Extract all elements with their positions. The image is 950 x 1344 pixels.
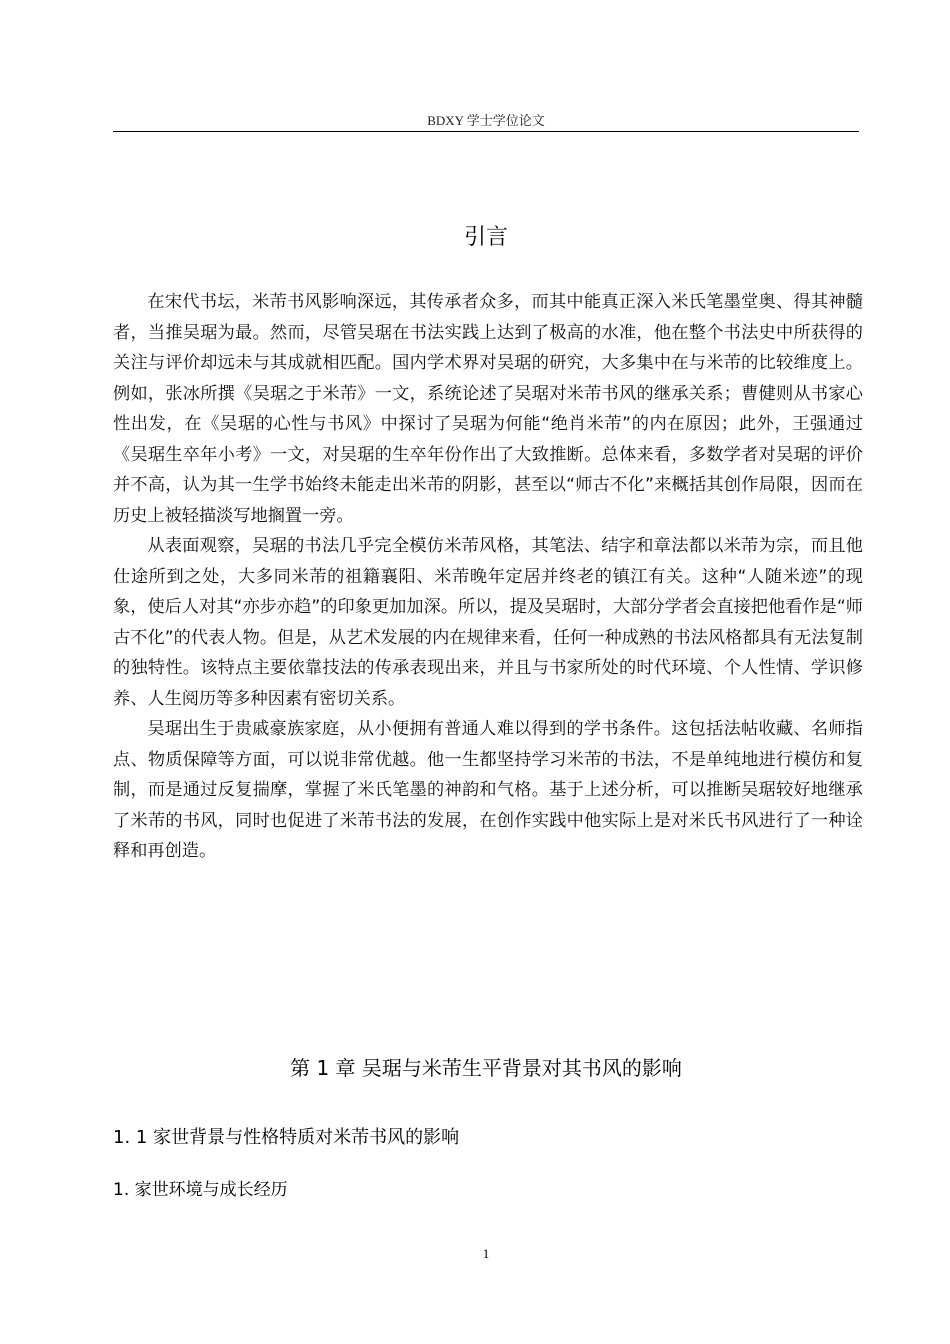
- intro-body: [113, 287, 863, 867]
- intro-paragraph-3: 吴琚出生于贵戚豪族家庭，从小便拥有普通人难以得到的学书条件。这包括法帖收藏、名师指点、物质保障等方面，可以说非常优越。他一生都坚持学习米芾的书法，不是单纯地进行模仿和复制，而是通过反复揣摩，掌握了米氏笔墨的神韵和气格。基于上述分析，可以推断吴琚较好地继承了米芾的书风，同时也促进了米芾书法的发展，在创作实践中他实际上是对米氏书风进行了一种诠释和再创造。: [113, 719, 863, 861]
- header-divider: [113, 131, 859, 132]
- intro-paragraph-1: 在宋代书坛，米芾书风影响深远，其传承者众多，而其中能真正深入米氏笔墨堂奥、得其神髓者，当推吴琚为最。然而，尽管吴琚在书法实践上达到了极高的水准，他在整个书法史中所获得的关注与评价却远未与其成就相匹配。国内学术界对吴琚的研究，大多集中在与米芾的比较维度上。例如，张冰所撰《吴琚之于米芾》一文，系统论述了吴琚对米芾书风的继承关系；曹健则从书家心性出发，在《吴琚的心性与书风》中探讨了吴琚为何能“绝肖米芾”的内在原因；此外，王强通过《吴琚生卒年小考》一文，对吴琚的生卒年份作出了大致推断。总体来看，多数学者对吴琚的评价并不高，认为其一生学书始终未能走出米芾的阴影，甚至以“师古不化”来概括其创作局限，因而在历史上被轻描淡写地搁置一旁。: [113, 292, 863, 526]
- running-header: BDXY 学士学位论文: [427, 113, 545, 128]
- chapter-heading: 第 1 章 吴琚与米芾生平背景对其书风的影响: [290, 1056, 682, 1080]
- intro-paragraph-2: 从表面观察，吴琚的书法几乎完全模仿米芾风格，其笔法、结字和章法都以米芾为宗，而且他仕途所到之处，大多同米芾的祖籍襄阳、米芾晚年定居并终老的镇江有关。这种“人随米迹”的现象，使后人对其“亦步亦趋”的印象更加加深。所以，提及吴琚时，大部分学者会直接把他看作是“师古不化”的代表人物。但是，从艺术发展的内在规律来看，任何一种成熟的书法风格都具有无法复制的独特性。该特点主要依靠技法的传承表现出来，并且与书家所处的时代环境、个人性情、学识修养、人生阅历等多种因素有密切关系。: [113, 536, 863, 709]
- section-heading: 1. 1 家世背景与性格特质对米芾书风的影响: [113, 1127, 460, 1148]
- subsection-heading: 1. 家世环境与成长经历: [113, 1180, 288, 1200]
- intro-heading: 引言: [463, 225, 508, 250]
- page-number: 1: [482, 1246, 490, 1261]
